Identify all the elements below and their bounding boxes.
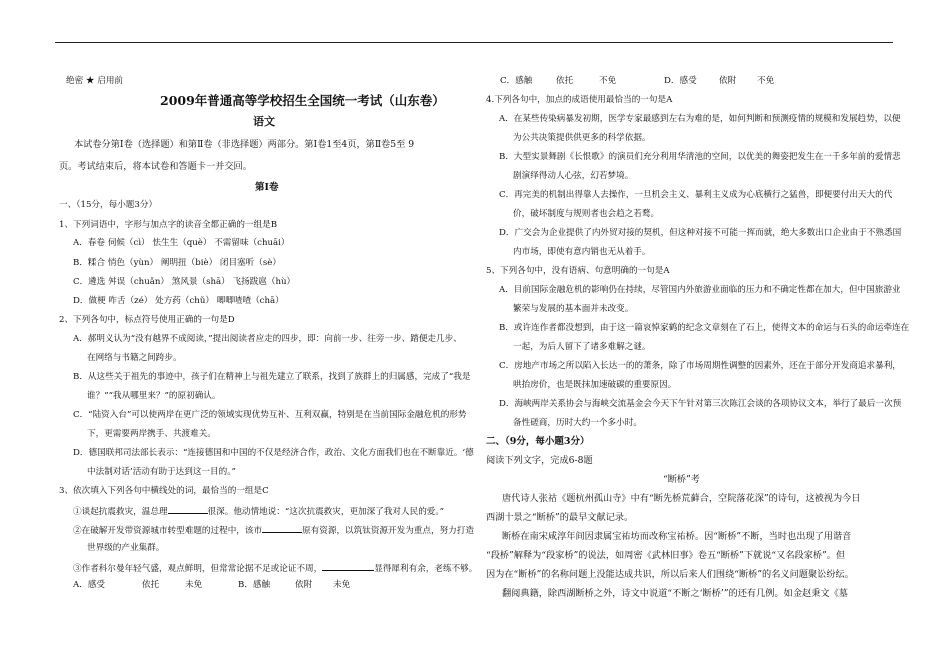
q3-option-c-word2: 依托 (556, 76, 574, 86)
section-two-heading: 二、（9分，每小题3分） (486, 436, 590, 447)
q4-option-d-line2: 内市场，即使有意内销也无从着手。 (513, 247, 651, 257)
q3-option-b: B．感触 (238, 580, 271, 590)
reading-instruction: 阅读下列文字，完成6-8题 (486, 455, 593, 466)
q2-option-c-line1: C．“陆资入台”可以使两岸在更广泛的领域实现优势互补、互利双赢，特别是在当前国际金融危机的形势 (73, 410, 467, 420)
q5-option-a-line1: A．目前国际金融危机的影响仍在持续，尽管国内外旅游业面临的压力和不确定性都在加大，但中国旅游业 (499, 285, 901, 295)
question-3: 3、依次填入下列各句中横线处的词，最恰当的一组是C (59, 486, 269, 496)
q3-s2-part-b: 原有资源，以筑钛资源开发为重点，努力打造 (302, 526, 474, 536)
header-rule (55, 42, 893, 43)
essay-paragraph-3-line1: 翻阅典籍，除西湖断桥之外，诗文中说道“不断之‘断桥’”的还有几例。如金赵秉文《墓 (502, 588, 848, 599)
q5-option-b-line1: B．或许连作者都没想到，由于这一篇哀悼家鹤的纪念文章刻在了石上，使得文本的命运与石头的命运牵连在 (499, 323, 910, 333)
intro-line-2: 页。考试结束后，将本试卷和答题卡一并交回。 (59, 161, 252, 172)
q3-option-b-word3: 未免 (333, 580, 351, 590)
q1-option-b: B．糅合 悄色（yùn） 阐明扭（biè） 闭目塞听（sè） (73, 258, 281, 268)
fill-blank (262, 524, 302, 533)
essay-paragraph-2-line3: 因为在“断桥”的名称问题上没能达成共识，所以后来人们围绕“断桥”的名义问题聚讼纷纭。 (486, 569, 854, 580)
q2-option-d-line2: 中法制对话’活动有助于达到这一目的。” (87, 467, 236, 477)
q4-option-a-line1: A．在某些传染病暴发初期，医学专家最感到左右为难的是，如何判断和预测疫情的规模和发展趋势，以便 (499, 114, 901, 124)
q5-option-b-line2: 一起，为后人留下了诸多难解之谜。 (513, 342, 651, 352)
q5-option-a-line2: 繁荣与发展的基本面并未改变。 (513, 304, 634, 314)
part-one-heading: 第Ⅰ卷 (255, 182, 279, 193)
question-4: 4.下列各句中，加点的成语使用最恰当的一句是A (486, 95, 673, 105)
q2-option-b-line1: B．从这些关于祖先的事迹中，孩子们在精神上与祖先建立了联系，找到了族群上的归属感，完成了“我是 (73, 372, 471, 382)
confidential-label: 绝密 ★ 启用前 (66, 76, 124, 86)
q3-option-c-word3: 不免 (599, 76, 617, 86)
q3-s1-part-a: ①谈起抗震救灾，温总理 (73, 507, 168, 517)
q4-option-d-line1: D．广交会为企业提供了内外贸对接的契机，但这种对接不可能一挥而就，绝大多数出口企业由于不熟悉国 (499, 228, 902, 238)
essay-paragraph-1-line1: 唐代诗人张祜《题杭州孤山寺》中有“断先桥荒藓合，空院落花深”的诗句，这被视为今日 (502, 493, 861, 504)
exam-title: 2009年普通高等学校招生全国统一考试（山东卷） (160, 93, 445, 108)
q3-option-d: D．感受 (664, 76, 697, 86)
q1-option-d: D．做梗 咋舌（zé） 处方药（chǔ） 唧唧喳喳（chā） (73, 296, 284, 306)
q3-s3-part-b: 显得犀利有余，老练不够。 (374, 564, 478, 574)
q4-option-c-line1: C．再完美的机制出得靠人去操作，一旦机会主义、暴利主义成为心底横行之猛兽，即便要付出天大的代 (499, 190, 893, 200)
q3-sentence-2-cont: 世界级的产业集群。 (87, 543, 165, 553)
q3-s1-part-b: 很深。他动情地说：“这次抗震救灾，更加深了我对人民的爱。” (207, 507, 445, 517)
q3-option-a-word3: 未免 (185, 580, 203, 590)
q2-option-a-line2: 在网络与书籍之间跨步。 (87, 353, 182, 363)
q1-option-c: C．遴选 舛误（chuǎn） 煞风景（shā） 飞扬跋扈（hù） (73, 277, 296, 287)
q4-option-c-line2: 价，破坏制度与规则者也会趋之若鹜。 (513, 209, 660, 219)
q5-option-d-line2: 备性磋商，历时大约一个多小时。 (513, 418, 642, 428)
q2-option-b-line2: 谁？”“我从哪里来？”的原初确认。 (87, 391, 221, 401)
q2-option-d-line1: D．德国联邦司法部长表示：“连接德国和中国的不仅是经济合作，政治、文化方面我们也在不断靠近。‘德 (73, 448, 474, 458)
q3-s2-part-a: ②在破解开发带资源城市转型难题的过程中，该市 (73, 526, 263, 536)
q3-option-a-word2: 依托 (142, 580, 160, 590)
q4-option-b-line1: B．大型实景舞剧《长恨歌》的演员们充分利用华清池的空间，以优美的舞姿把发生在一千多年前的爱情悲 (499, 152, 901, 162)
subject-title: 语文 (253, 115, 275, 128)
q3-option-a: A．感受 (73, 580, 105, 590)
q3-option-c: C．感触 (500, 76, 533, 86)
q3-sentence-2 (73, 524, 474, 536)
essay-paragraph-2-line2: “段桥”解释为“段家桥”的说法，如周密《武林旧事》卷五“断桥”下就说“又名段家桥”。但 (486, 550, 846, 561)
q5-option-c-line2: 哄抬房价，也是既抹加速破碳的重要原因。 (513, 380, 677, 390)
q3-option-d-word3: 不免 (757, 76, 775, 86)
q1-option-a: A．春卷 伺候（cì） 怯生生（què） 不需留味（chuāi） (73, 238, 290, 248)
intro-line-1: 本试卷分第Ⅰ卷（选择题）和第Ⅱ卷（非选择题）两部分。第Ⅰ卷1至4页，第Ⅱ卷5至 9 (74, 139, 415, 150)
q4-option-a-line2: 为公共决策提供供更多的科学依据。 (513, 133, 651, 143)
q2-option-a-line1: A．郝明义认为“没有越界不成阅读，”提出阅读者应走的四步，即：向前一步、往旁一步、踏便走几步、 (73, 334, 462, 344)
q5-option-c-line1: C．房地产市场之所以陷入长达一的的萧条，除了市场周期性调整的因素外，还在于部分开发商追求暴利， (499, 361, 901, 371)
section-one-heading: 一、（15分，每小题3分） (59, 200, 158, 210)
q4-option-b-line2: 剧演绎得动人心弦，幻若梦境。 (513, 171, 634, 181)
q2-option-c-line2: 下，更需要两岸携手、共渡难关。 (87, 429, 216, 439)
essay-title: “断桥”考 (663, 474, 700, 485)
q3-option-b-word2: 依附 (295, 580, 313, 590)
fill-blank (168, 505, 208, 514)
q3-sentence-3 (73, 562, 477, 574)
q3-option-d-word2: 依附 (719, 76, 737, 86)
essay-paragraph-2-line1: 断桥在南宋咸淳年间因隶属宝祐坊而改称宝祐桥。因“断桥”不断，当时也出现了用谐音 (502, 531, 852, 542)
q3-sentence-1 (73, 505, 444, 517)
q5-option-d-line1: D．海峡两岸关系协会与海峡交流基金会今天下午针对第三次陈江会谈的各项协议文本，举行了最后一次预 (499, 399, 902, 409)
essay-paragraph-1-line2: 西湖十景之“断桥”的最早文献记录。 (486, 512, 634, 523)
fill-blank (322, 562, 374, 571)
question-2: 2、下列各句中，标点符号使用正确的一句是D (59, 315, 235, 325)
question-5: 5、下列各句中，没有语病、句意明确的一句是A (486, 266, 670, 276)
question-1: 1、下列词语中，字形与加点字的读音全都正确的一组是B (59, 220, 278, 230)
q3-s3-part-a: ③作者科尔曼年轻气盛，观点鲜明，但常常论据不足或论证不周， (73, 564, 323, 574)
